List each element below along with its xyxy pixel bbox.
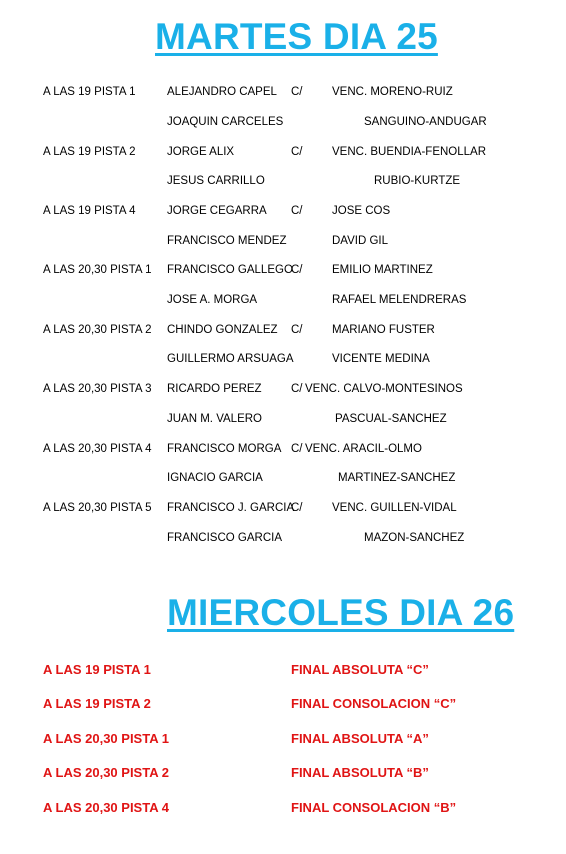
match-partner2: VICENTE MEDINA xyxy=(332,353,430,365)
match-player2: JOSE COS xyxy=(332,205,391,217)
match-player2: EMILIO MARTINEZ xyxy=(332,264,433,276)
match-player1: FRANCISCO MORGA xyxy=(167,443,282,455)
match-player1: JORGE CEGARRA xyxy=(167,205,267,217)
match-time: A LAS 19 PISTA 2 xyxy=(43,146,136,158)
match-vs: C/ xyxy=(291,383,303,395)
match-player2: VENC. CALVO-MONTESINOS xyxy=(305,383,463,395)
match-vs: C/ xyxy=(291,86,303,98)
final-event: FINAL ABSOLUTA “A” xyxy=(291,731,429,746)
match-time: A LAS 20,30 PISTA 2 xyxy=(43,324,152,336)
final-event: FINAL CONSOLACION “C” xyxy=(291,696,457,711)
match-partner1: FRANCISCO GARCIA xyxy=(167,532,283,544)
match-partner1: IGNACIO GARCIA xyxy=(167,472,263,484)
match-partner1: FRANCISCO MENDEZ xyxy=(167,235,287,247)
match-vs: C/ xyxy=(291,502,303,514)
match-partner1: JOSE A. MORGA xyxy=(167,294,258,306)
match-player2: MARIANO FUSTER xyxy=(332,324,435,336)
match-partner2: MARTINEZ-SANCHEZ xyxy=(338,472,456,484)
final-time: A LAS 19 PISTA 2 xyxy=(43,696,151,711)
match-vs: C/ xyxy=(291,205,303,217)
match-vs: C/ xyxy=(291,146,303,158)
final-time: A LAS 20,30 PISTA 2 xyxy=(43,765,169,780)
final-event: FINAL CONSOLACION “B” xyxy=(291,800,457,815)
match-time: A LAS 20,30 PISTA 5 xyxy=(43,502,152,514)
match-partner2: RUBIO-KURTZE xyxy=(374,175,461,187)
match-time: A LAS 20,30 PISTA 3 xyxy=(43,383,152,395)
match-player1: FRANCISCO J. GARCIA xyxy=(167,502,295,514)
final-event: FINAL ABSOLUTA “C” xyxy=(291,662,429,677)
match-partner2: DAVID GIL xyxy=(332,235,389,247)
match-vs: C/ xyxy=(291,264,303,276)
match-player2: VENC. GUILLEN-VIDAL xyxy=(332,502,457,514)
match-player2: VENC. BUENDIA-FENOLLAR xyxy=(332,146,487,158)
match-time: A LAS 19 PISTA 1 xyxy=(43,86,136,98)
final-time: A LAS 20,30 PISTA 1 xyxy=(43,731,169,746)
match-time: A LAS 20,30 PISTA 4 xyxy=(43,443,152,455)
match-vs: C/ xyxy=(291,443,303,455)
match-player2: VENC. MORENO-RUIZ xyxy=(332,86,453,98)
match-player1: FRANCISCO GALLEGO xyxy=(167,264,293,276)
match-vs: C/ xyxy=(291,324,303,336)
match-partner2: MAZON-SANCHEZ xyxy=(364,532,465,544)
final-time: A LAS 20,30 PISTA 4 xyxy=(43,800,169,815)
match-partner2: RAFAEL MELENDRERAS xyxy=(332,294,467,306)
match-time: A LAS 20,30 PISTA 1 xyxy=(43,264,152,276)
match-player1: RICARDO PEREZ xyxy=(167,383,262,395)
title-tuesday: MARTES DIA 25 xyxy=(155,16,438,57)
match-player1: JORGE ALIX xyxy=(167,146,235,158)
match-partner1: JUAN M. VALERO xyxy=(167,413,262,425)
match-partner1: JESUS CARRILLO xyxy=(167,175,265,187)
match-partner2: SANGUINO-ANDUGAR xyxy=(364,116,487,128)
match-player1: ALEJANDRO CAPEL xyxy=(167,86,277,98)
match-player2: VENC. ARACIL-OLMO xyxy=(305,443,422,455)
match-time: A LAS 19 PISTA 4 xyxy=(43,205,136,217)
match-partner2: PASCUAL-SANCHEZ xyxy=(335,413,447,425)
final-event: FINAL ABSOLUTA “B” xyxy=(291,765,429,780)
final-time: A LAS 19 PISTA 1 xyxy=(43,662,151,677)
title-wednesday: MIERCOLES DIA 26 xyxy=(167,592,515,633)
match-player1: CHINDO GONZALEZ xyxy=(167,324,278,336)
match-partner1: JOAQUIN CARCELES xyxy=(167,116,284,128)
match-partner1: GUILLERMO ARSUAGA xyxy=(167,353,294,365)
